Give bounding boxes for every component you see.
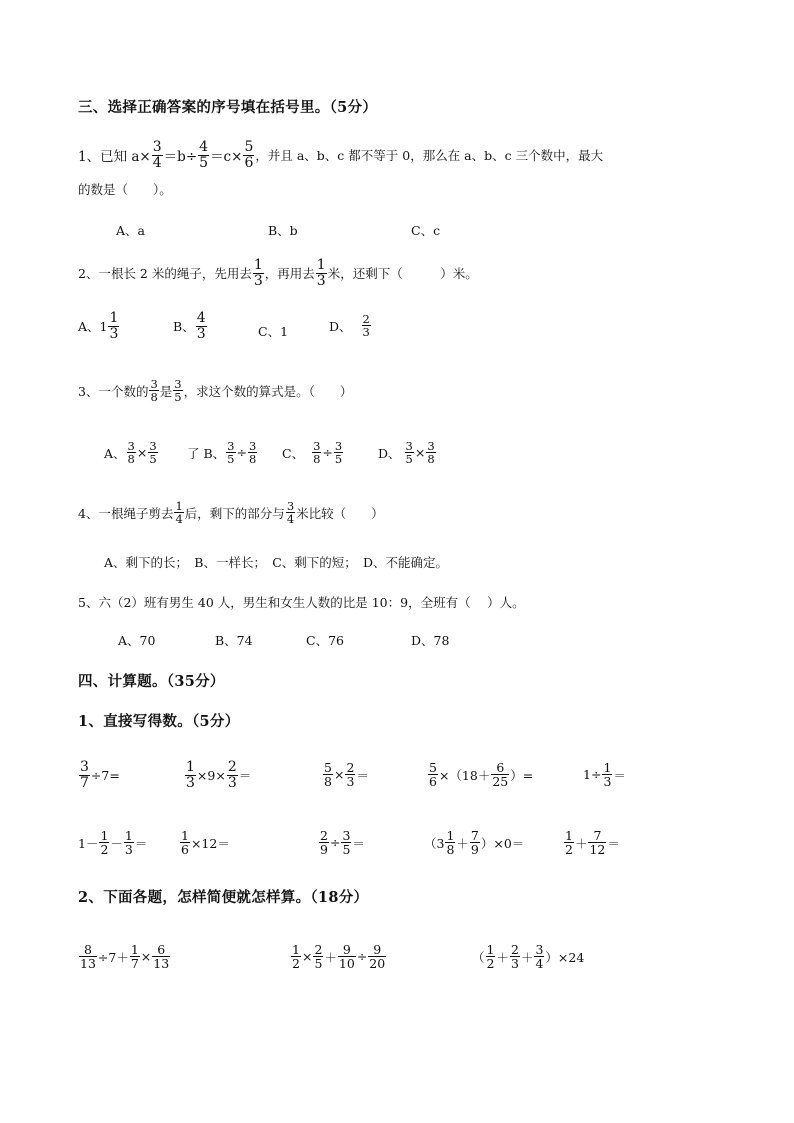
section4-sub1-heading: 1、直接写得数。（5分）: [78, 713, 240, 730]
q4-options: A、剩下的长； B、一样长； C、剩下的短； D、不能确定。: [104, 555, 449, 570]
q2-option-d: D、 $\frac{2}{3}$: [329, 312, 370, 340]
calc-r3-e1: $\frac{8}{13}$ ÷7＋ $\frac{1}{7}$ × $\frac{6}{13}$: [80, 942, 170, 972]
q5-line: 5、六（2）班有男生 40 人，男生和女生人数的比是 10：9，全班有（ ）人。: [78, 595, 525, 610]
q4-line: 4、一根绳子剪去 $\frac{1}{4}$ 后，剩下的部分与 $\frac{3}{4}$ 米比较（ ）: [78, 499, 384, 527]
calc-r1-e5: 1÷ $\frac{1}{3}$ ＝: [583, 760, 626, 790]
q3-line: 3、一个数的 $\frac{3}{8}$ 是 $\frac{3}{5}$ ，求这个数的算式是。（ ）: [78, 377, 353, 405]
q2-frac-2: $\frac{1}{3}$: [316, 257, 326, 289]
q1-option-b: B、b: [268, 223, 298, 238]
q5-option-c: C、76: [306, 633, 344, 648]
calc-r1-e4: $\frac{5}{6}$ ×（18＋ $\frac{6}{25}$ ）=: [429, 760, 534, 790]
q3-option-b: 了 B、 $\frac{3}{5}$ ÷ $\frac{3}{8}$: [187, 439, 257, 467]
q3-option-a: A、 $\frac{3}{8}$ × $\frac{3}{5}$: [104, 439, 157, 467]
q3-option-d: D、 $\frac{3}{5}$ × $\frac{3}{8}$: [378, 439, 435, 467]
q2-line: 2、一根长 2 米的绳子，先用去 $\frac{1}{3}$ ，再用去 $\frac{1}{3}$ 米，还剩下（ ）米。: [78, 257, 478, 289]
calc-r3-e3: （ $\frac{1}{2}$ ＋ $\frac{2}{3}$ ＋ $\frac{3}{4}$ ）×24: [472, 942, 585, 972]
calc-r2-e4: （3 $\frac{1}{8}$ ＋ $\frac{7}{9}$ ）×0＝: [424, 828, 525, 858]
q1-option-a: A、a: [116, 223, 145, 238]
q5-option-d: D、78: [411, 633, 450, 648]
q1-frac-a: $\frac{3}{4}$: [152, 139, 162, 171]
q1-line1: 1、已知 a× $\frac{3}{4}$ ＝b÷ $\frac{4}{5}$ ＝c× $\frac{5}{6}$ ，并且 a、b、c 都不等于 0，那么在 a、b、c 三个数中，最大: [78, 139, 604, 171]
q2-frac-1: $\frac{1}{3}$: [253, 257, 263, 289]
q5-option-b: B、74: [215, 633, 253, 648]
calc-r2-e1: 1－ $\frac{1}{2}$ － $\frac{1}{3}$ ＝: [78, 828, 148, 858]
calc-r2-e3: $\frac{2}{9}$ ÷ $\frac{3}{5}$ ＝: [320, 828, 365, 858]
section4-heading: 四、计算题。（35分）: [78, 673, 225, 690]
section4-sub2-heading: 2、下面各题，怎样简便就怎样算。（18分）: [78, 889, 369, 906]
q1-frac-b: $\frac{4}{5}$: [199, 139, 209, 171]
q2-option-c: C、1: [258, 324, 289, 339]
q3-option-c: C、 $\frac{3}{8}$ ÷ $\frac{3}{5}$: [282, 439, 343, 467]
q2-option-b: B、 $\frac{4}{3}$: [173, 310, 206, 342]
q1-option-c: C、c: [411, 223, 441, 238]
calc-r1-e3: $\frac{5}{8}$ × $\frac{2}{3}$ ＝: [324, 760, 369, 790]
section3-heading: 三、选择正确答案的序号填在括号里。（5分）: [78, 99, 378, 116]
calc-r1-e2: $\frac{1}{3}$ ×9× $\frac{2}{3}$ ＝: [186, 759, 252, 791]
q1-frac-c: $\frac{5}{6}$: [244, 139, 254, 171]
calc-r2-e2: $\frac{1}{6}$ ×12＝: [181, 828, 230, 858]
q5-option-a: A、70: [118, 633, 156, 648]
calc-r3-e2: $\frac{1}{2}$ × $\frac{2}{5}$ ＋ $\frac{9}{10}$ ÷ $\frac{9}{20}$: [292, 942, 386, 972]
calc-r1-e1: $\frac{3}{7}$ ÷7=: [80, 759, 120, 791]
q1-line2: 的数是（ ）。: [78, 182, 172, 197]
calc-r2-e5: $\frac{1}{2}$ ＋ $\frac{7}{12}$ ＝: [565, 828, 620, 858]
q2-option-a: A、1 $\frac{1}{3}$: [78, 310, 119, 342]
